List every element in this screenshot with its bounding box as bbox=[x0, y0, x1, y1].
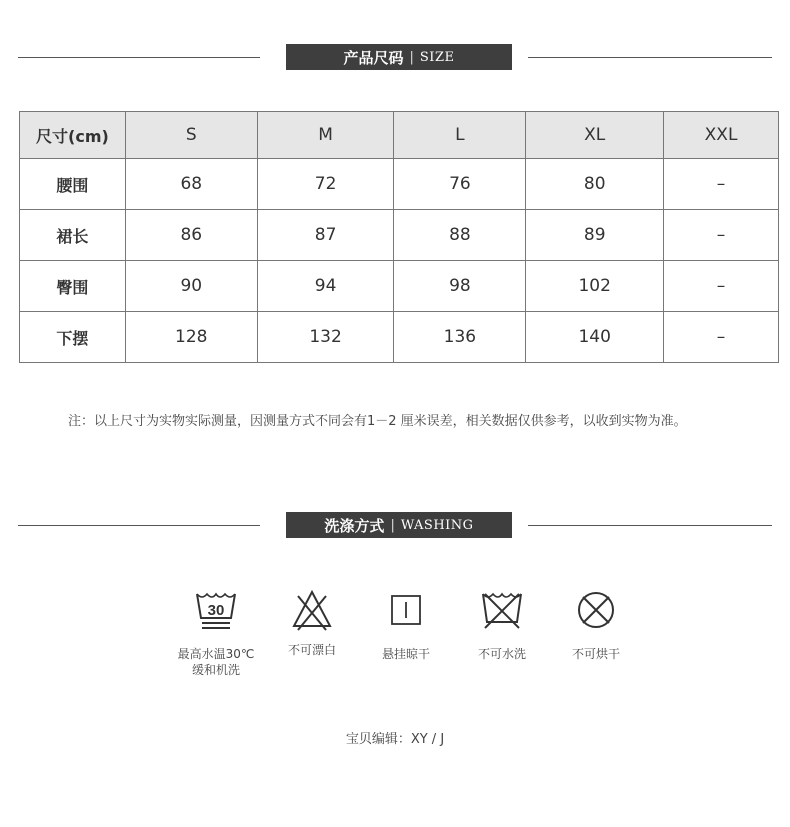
size-table-header-row bbox=[20, 112, 779, 159]
washing-title-box bbox=[286, 512, 512, 538]
header-cell-s: S bbox=[125, 112, 257, 159]
washing-label bbox=[452, 646, 552, 662]
washing-item bbox=[166, 588, 266, 678]
row-label: 下摆 bbox=[20, 312, 126, 363]
washing-title-cn: 洗涤方式 bbox=[324, 516, 385, 535]
size-title-en: SIZE bbox=[419, 49, 455, 65]
table-cell: 136 bbox=[394, 312, 526, 363]
header-cell-xl: XL bbox=[526, 112, 664, 159]
washing-label-line1: 不可水洗 bbox=[477, 647, 526, 661]
washing-section-header bbox=[0, 516, 790, 544]
wash-30-gentle-icon bbox=[194, 588, 238, 632]
table-cell: 86 bbox=[125, 210, 257, 261]
table-cell: 87 bbox=[257, 210, 394, 261]
table-cell: – bbox=[664, 261, 779, 312]
table-cell: 76 bbox=[394, 159, 526, 210]
no-tumble-dry-icon bbox=[574, 588, 618, 632]
editor-credit: 宝贝编辑：XY / J bbox=[345, 732, 445, 747]
washing-label bbox=[356, 646, 456, 662]
table-cell: 80 bbox=[526, 159, 664, 210]
no-bleach-icon bbox=[290, 588, 334, 632]
header-rule-right bbox=[528, 525, 772, 526]
size-title-cn: 产品尺码 bbox=[343, 48, 404, 67]
washing-label-line1: 悬挂晾干 bbox=[381, 647, 430, 661]
table-row bbox=[20, 159, 779, 210]
washing-title-en: WASHING bbox=[400, 517, 474, 533]
washing-label-line1: 不可烘干 bbox=[571, 647, 620, 661]
washing-label-line1: 最高水温30℃ bbox=[177, 647, 255, 661]
table-cell: 128 bbox=[125, 312, 257, 363]
washing-item bbox=[452, 588, 552, 662]
washing-label bbox=[166, 646, 266, 678]
title-separator: | bbox=[409, 49, 414, 65]
header-cell-l: L bbox=[394, 112, 526, 159]
table-cell: – bbox=[664, 312, 779, 363]
table-cell: – bbox=[664, 159, 779, 210]
header-rule-right bbox=[528, 57, 772, 58]
line-dry-icon bbox=[384, 588, 428, 632]
table-cell: 98 bbox=[394, 261, 526, 312]
washing-label-line1: 不可漂白 bbox=[287, 643, 336, 657]
table-cell: – bbox=[664, 210, 779, 261]
size-section-header bbox=[0, 48, 790, 76]
measurement-note: 注：以上尺寸为实物实际测量，因测量方式不同会有1－2 厘米误差，相关数据仅供参考，以收到实物为准。 bbox=[68, 414, 687, 429]
size-table bbox=[19, 111, 779, 363]
table-cell: 132 bbox=[257, 312, 394, 363]
washing-item bbox=[356, 588, 456, 662]
header-rule-left bbox=[18, 525, 260, 526]
washing-label bbox=[262, 642, 362, 658]
size-title-box bbox=[286, 44, 512, 70]
table-cell: 72 bbox=[257, 159, 394, 210]
table-row bbox=[20, 312, 779, 363]
row-label: 裙长 bbox=[20, 210, 126, 261]
row-label: 腰围 bbox=[20, 159, 126, 210]
header-cell-xxl: XXL bbox=[664, 112, 779, 159]
washing-icons-row bbox=[0, 588, 790, 688]
table-cell: 90 bbox=[125, 261, 257, 312]
no-wash-icon bbox=[480, 588, 524, 632]
table-cell: 89 bbox=[526, 210, 664, 261]
table-row bbox=[20, 261, 779, 312]
table-cell: 88 bbox=[394, 210, 526, 261]
washing-label-line2: 缓和机洗 bbox=[191, 663, 240, 677]
table-cell: 68 bbox=[125, 159, 257, 210]
row-label: 臀围 bbox=[20, 261, 126, 312]
wash-temp-text: 30 bbox=[207, 602, 225, 619]
table-cell: 94 bbox=[257, 261, 394, 312]
table-row bbox=[20, 210, 779, 261]
table-cell: 140 bbox=[526, 312, 664, 363]
washing-item bbox=[546, 588, 646, 662]
header-rule-left bbox=[18, 57, 260, 58]
washing-label bbox=[546, 646, 646, 662]
header-cell-size-unit: 尺寸(cm) bbox=[20, 112, 126, 159]
header-cell-m: M bbox=[257, 112, 394, 159]
washing-item bbox=[262, 588, 362, 658]
table-cell: 102 bbox=[526, 261, 664, 312]
title-separator: | bbox=[390, 517, 395, 533]
